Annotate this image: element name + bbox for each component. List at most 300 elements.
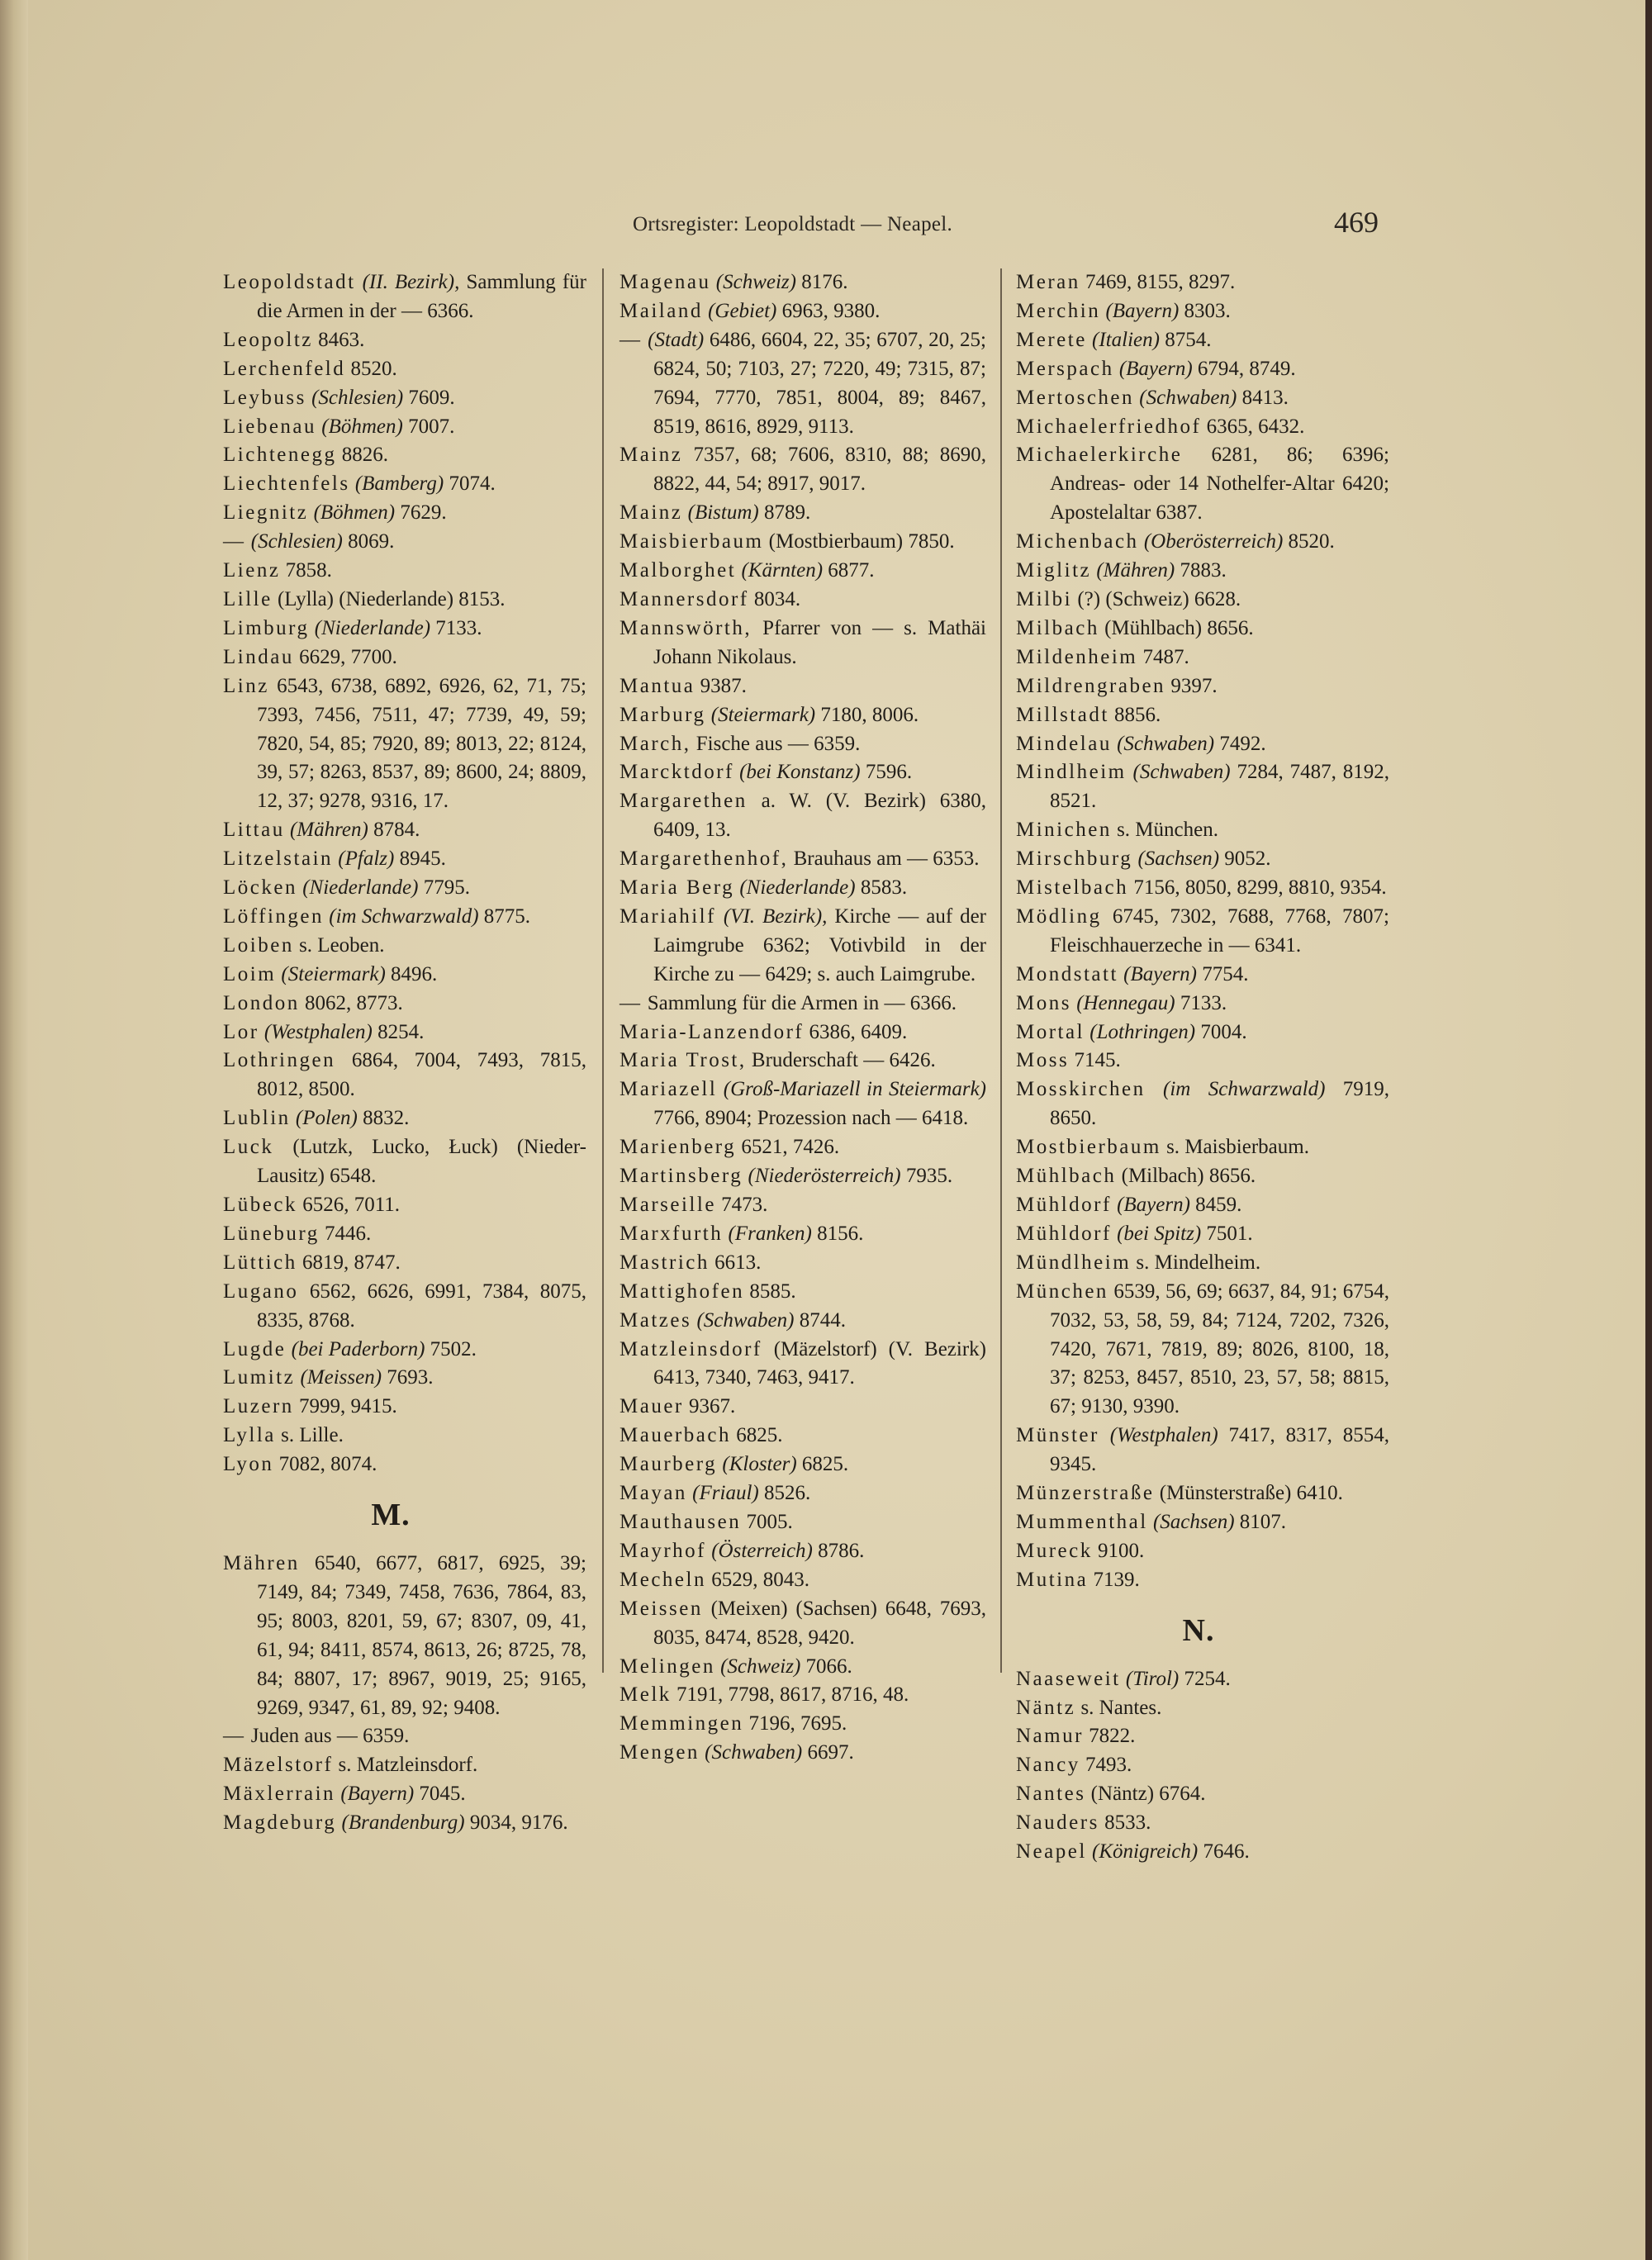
index-entry bbox=[1016, 1694, 1389, 1723]
entry-place-name: Linz bbox=[223, 674, 269, 697]
index-entry bbox=[1016, 557, 1389, 586]
entry-references: 6526, 7011. bbox=[302, 1194, 401, 1216]
running-head: Ortsregister: Leopoldstadt — Neapel. bbox=[633, 213, 953, 235]
section-letter-m: M. bbox=[371, 1498, 411, 1533]
index-entry bbox=[1016, 1479, 1389, 1508]
entry-references: 7492. bbox=[1219, 732, 1266, 755]
entry-place-name: Münster bbox=[1016, 1424, 1099, 1447]
index-entry bbox=[223, 1018, 586, 1047]
entry-references: 8413. bbox=[1241, 386, 1289, 409]
entry-references: Juden aus — 6359. bbox=[250, 1725, 410, 1748]
entry-region: (bei Spitz) bbox=[1117, 1222, 1202, 1245]
entry-references: 8520. bbox=[1288, 530, 1335, 553]
index-entry bbox=[223, 586, 586, 615]
index-entry bbox=[1016, 441, 1389, 528]
entry-references: 8107. bbox=[1239, 1510, 1287, 1533]
entry-place-name: Mödling bbox=[1016, 904, 1102, 928]
index-entry bbox=[223, 845, 586, 874]
index-entry bbox=[223, 1450, 586, 1479]
entry-place-name: Mäxlerrain bbox=[223, 1783, 336, 1806]
entry-references: 8784. bbox=[373, 819, 420, 842]
entry-place-name: Nantes bbox=[1016, 1783, 1086, 1806]
index-entry bbox=[223, 528, 586, 557]
index-entry bbox=[223, 413, 586, 442]
entry-references: 8786. bbox=[818, 1539, 865, 1562]
index-entry bbox=[1016, 1722, 1389, 1751]
entry-place-name: Mayan bbox=[620, 1482, 687, 1505]
index-entry bbox=[1016, 528, 1389, 557]
entry-place-name: Meran bbox=[1016, 271, 1080, 293]
entry-place-name: Mureck bbox=[1016, 1539, 1093, 1562]
entry-place-name: Meissen bbox=[620, 1597, 703, 1620]
index-entry bbox=[223, 1336, 586, 1365]
entry-references: 6629, 7700. bbox=[299, 645, 397, 668]
entry-references: Fische aus — 6359. bbox=[695, 732, 861, 755]
entry-region: (Lothringen) bbox=[1089, 1020, 1196, 1043]
entry-place-name: Mirschburg bbox=[1016, 848, 1133, 871]
index-entry bbox=[223, 1220, 586, 1249]
entry-place-name: Merete bbox=[1016, 328, 1087, 351]
entry-references: 7005. bbox=[746, 1510, 793, 1533]
entry-region: (Niederlande) bbox=[739, 876, 856, 900]
entry-references: 7133. bbox=[435, 616, 482, 639]
entry-references: 8459. bbox=[1195, 1194, 1242, 1216]
index-column-2 bbox=[620, 268, 986, 1768]
entry-place-name: Michenbach bbox=[1016, 530, 1139, 553]
entry-place-name: Lichtenegg bbox=[223, 444, 337, 467]
index-entry bbox=[1016, 961, 1389, 990]
entry-place-name: Luzern bbox=[223, 1395, 294, 1418]
index-entry bbox=[223, 355, 586, 384]
entry-place-name: Michaelerfriedhof bbox=[1016, 415, 1202, 438]
entry-references: Kirche — auf der Laimgrube 6362; Votivbild in der Kirche zu — 6429; s. auch Laimgrube. bbox=[653, 904, 986, 985]
index-entry bbox=[1016, 1075, 1389, 1133]
entry-references: 7502. bbox=[430, 1337, 477, 1360]
entry-references: 7646. bbox=[1203, 1840, 1250, 1864]
entry-place-name: Mühlbach bbox=[1016, 1165, 1117, 1188]
entry-references: 7493. bbox=[1085, 1754, 1132, 1777]
entry-region: (Niederlande) bbox=[314, 616, 431, 639]
entry-references: 7180, 8006. bbox=[820, 703, 919, 726]
index-entry bbox=[1016, 268, 1389, 297]
index-entry bbox=[223, 1133, 586, 1191]
entry-place-name: Merspach bbox=[1016, 357, 1114, 380]
entry-place-name: Lüttich bbox=[223, 1251, 297, 1274]
entry-references: (Milbach) 8656. bbox=[1121, 1165, 1256, 1188]
entry-place-name: Millstadt bbox=[1016, 703, 1109, 726]
entry-references: 8583. bbox=[860, 876, 908, 900]
index-entry bbox=[1016, 1665, 1389, 1694]
index-entry bbox=[1016, 1422, 1389, 1479]
index-entry bbox=[223, 557, 586, 586]
index-entry bbox=[620, 990, 986, 1018]
index-entry bbox=[1016, 1018, 1389, 1047]
entry-place-name: — bbox=[223, 530, 246, 553]
entry-references: 7133. bbox=[1180, 991, 1227, 1014]
entry-place-name: Milbach bbox=[1016, 616, 1099, 639]
entry-region: (Groß-Mariazell in Steiermark) bbox=[723, 1078, 987, 1101]
index-entry bbox=[223, 268, 586, 326]
index-entry bbox=[620, 586, 986, 615]
column-divider bbox=[602, 268, 604, 1673]
entry-place-name: Mündlheim bbox=[1016, 1251, 1132, 1274]
entry-references: 8303. bbox=[1184, 299, 1231, 322]
entry-references: 9367. bbox=[689, 1395, 736, 1418]
index-entry bbox=[620, 528, 986, 557]
entry-place-name: Mantua bbox=[620, 674, 695, 697]
entry-references: 7357, 68; 7606, 8310, 88; 8690, 8822, 44, 54; 8917, 9017. bbox=[653, 444, 986, 496]
entry-region: (Franken) bbox=[728, 1222, 812, 1245]
entry-references: 8832. bbox=[363, 1107, 410, 1130]
index-entry bbox=[620, 1393, 986, 1422]
entry-place-name: Mariazell bbox=[620, 1078, 718, 1101]
entry-place-name: Maisbierbaum bbox=[620, 530, 764, 553]
entry-region: (Stadt) bbox=[648, 328, 705, 351]
index-entry bbox=[620, 1278, 986, 1307]
entry-place-name: Marburg bbox=[620, 703, 706, 726]
index-entry bbox=[223, 672, 586, 817]
entry-place-name: Loiben bbox=[223, 933, 294, 957]
index-entry bbox=[223, 1278, 586, 1336]
entry-references: 6365, 6432. bbox=[1206, 415, 1305, 438]
entry-place-name: Malborghet bbox=[620, 559, 737, 582]
entry-references: 6540, 6677, 6817, 6925, 39; 7149, 84; 7349, 7458, 7636, 7864, 83, 95; 8003, 8201, 59, 67; 8307, 09, 41, 61, 94; 8411, 8574, 8613, 26; 8725, 78, 84; 8807, 17; 8967, 9019, 25; 9165, 9269, 9347, 61, 89, 92; 9408. bbox=[257, 1551, 586, 1719]
entry-place-name: Melk bbox=[620, 1683, 672, 1707]
entry-references: 6562, 6626, 6991, 7384, 8075, 8335, 8768. bbox=[257, 1280, 587, 1332]
entry-references: 7284, 7487, 8192, 8521. bbox=[1050, 761, 1390, 813]
entry-place-name: Luck bbox=[223, 1136, 274, 1159]
entry-place-name: Martinsberg bbox=[620, 1165, 743, 1188]
entry-region: (Bayern) bbox=[1123, 962, 1197, 985]
entry-references: 6877. bbox=[828, 559, 875, 582]
entry-references: 8062, 8773. bbox=[305, 991, 403, 1014]
entry-place-name: Mildrengraben bbox=[1016, 674, 1166, 697]
entry-place-name: Memmingen bbox=[620, 1712, 744, 1735]
entry-references: 7004. bbox=[1200, 1020, 1247, 1043]
entry-references: 8254. bbox=[377, 1020, 425, 1043]
entry-references: 6521, 7426. bbox=[741, 1136, 840, 1159]
entry-place-name: Matzleinsdorf bbox=[620, 1337, 762, 1360]
entry-place-name: Lübeck bbox=[223, 1194, 297, 1216]
entry-place-name: Mutina bbox=[1016, 1568, 1089, 1591]
entry-references: 7596. bbox=[865, 761, 913, 784]
entry-region: (Böhmen) bbox=[313, 501, 396, 525]
index-entry bbox=[620, 672, 986, 701]
entry-references: 7156, 8050, 8299, 8810, 9354. bbox=[1133, 876, 1387, 900]
index-entry bbox=[1016, 326, 1389, 355]
entry-references: 7417, 8317, 8554, 9345. bbox=[1050, 1424, 1390, 1476]
index-entry bbox=[1016, 643, 1389, 672]
entry-place-name: Lerchenfeld bbox=[223, 357, 346, 380]
entry-references: 8533. bbox=[1104, 1811, 1151, 1835]
entry-place-name: Mindlheim bbox=[1016, 761, 1127, 784]
index-entry bbox=[620, 845, 986, 874]
entry-place-name: Mosskirchen bbox=[1016, 1078, 1146, 1101]
entry-references: 7045. bbox=[419, 1783, 466, 1806]
entry-place-name: Mainz bbox=[620, 501, 683, 525]
entry-references: 7473. bbox=[721, 1194, 768, 1216]
entry-place-name: Mühldorf bbox=[1016, 1222, 1112, 1245]
entry-place-name: Mayrhof bbox=[620, 1539, 706, 1562]
entry-place-name: Mannswörth, bbox=[620, 616, 752, 639]
entry-region: (Bistum) bbox=[687, 501, 759, 525]
entry-region: (Steiermark) bbox=[710, 703, 816, 726]
entry-region: (Königreich) bbox=[1092, 1840, 1199, 1864]
entry-place-name: Löffingen bbox=[223, 904, 325, 928]
entry-place-name: Näntz bbox=[1016, 1696, 1076, 1719]
index-entry bbox=[223, 1751, 586, 1780]
entry-references: 7754. bbox=[1202, 962, 1249, 985]
index-entry bbox=[620, 441, 986, 499]
entry-place-name: Litzelstain bbox=[223, 848, 334, 871]
entry-place-name: Liebenau bbox=[223, 415, 317, 438]
entry-place-name: Lylla bbox=[223, 1424, 276, 1447]
entry-region: (Schlesien) bbox=[250, 530, 343, 553]
entry-references: 7858. bbox=[285, 559, 332, 582]
index-entry bbox=[1016, 1809, 1389, 1838]
entry-references: 8069. bbox=[348, 530, 395, 553]
entry-place-name: Lothringen bbox=[223, 1049, 336, 1072]
index-entry bbox=[223, 1191, 586, 1220]
entry-references: 6529, 8043. bbox=[711, 1568, 809, 1591]
index-column-1 bbox=[223, 268, 586, 1838]
index-entry bbox=[223, 384, 586, 413]
index-entry bbox=[1016, 1191, 1389, 1220]
index-entry bbox=[1016, 384, 1389, 413]
index-entry bbox=[620, 758, 986, 787]
entry-place-name: Lienz bbox=[223, 559, 281, 582]
entry-region: (Niederlande) bbox=[302, 876, 419, 900]
entry-references: 8520. bbox=[350, 357, 397, 380]
entry-references: Sammlung für die Armen in der — 6366. bbox=[257, 271, 586, 322]
index-entry bbox=[1016, 1047, 1389, 1075]
index-entry bbox=[620, 1191, 986, 1220]
entry-place-name: Mildenheim bbox=[1016, 645, 1138, 668]
entry-references: 7609. bbox=[408, 386, 455, 409]
entry-place-name: — bbox=[620, 991, 643, 1014]
entry-place-name: Marseille bbox=[620, 1194, 716, 1216]
index-entry bbox=[1016, 355, 1389, 384]
entry-references: 9034, 9176. bbox=[469, 1811, 568, 1835]
entry-place-name: Mortal bbox=[1016, 1020, 1085, 1043]
entry-references: 6281, 86; 6396; Andreas- oder 14 Nothelfer-Altar 6420; Apostelaltar 6387. bbox=[1050, 444, 1389, 525]
index-entry bbox=[620, 1047, 986, 1075]
entry-place-name: Naaseweit bbox=[1016, 1667, 1121, 1690]
entry-place-name: Magenau bbox=[620, 271, 711, 293]
entry-region: (Schwaben) bbox=[696, 1308, 795, 1332]
entry-references: (Lutzk, Lucko, Łuck) (Nieder-Lausitz) 6548. bbox=[257, 1136, 586, 1188]
entry-place-name: Marcktdorf bbox=[620, 761, 734, 784]
entry-references: 7469, 8155, 8297. bbox=[1085, 271, 1236, 293]
entry-region: (Gebiet) bbox=[708, 299, 777, 322]
entry-references: (Münsterstraße) 6410. bbox=[1159, 1482, 1343, 1505]
entry-references: 7693. bbox=[387, 1366, 434, 1389]
entry-references: 7254. bbox=[1184, 1667, 1231, 1690]
entry-region: (bei Paderborn) bbox=[291, 1337, 425, 1360]
entry-place-name: Mattighofen bbox=[620, 1280, 745, 1303]
entry-region: (Schweiz) bbox=[720, 1655, 801, 1678]
entry-references: 6819, 8747. bbox=[301, 1251, 401, 1274]
entry-place-name: Mengen bbox=[620, 1741, 700, 1764]
entry-references: 8463. bbox=[318, 328, 365, 351]
index-entry bbox=[1016, 586, 1389, 615]
entry-region: (Schwaben) bbox=[1132, 761, 1231, 784]
entry-region: (Österreich) bbox=[711, 1539, 813, 1562]
entry-place-name: Margarethenhof, bbox=[620, 848, 789, 871]
entry-place-name: London bbox=[223, 991, 300, 1014]
index-entry bbox=[620, 1249, 986, 1278]
index-entry bbox=[620, 1075, 986, 1133]
entry-place-name: Matzes bbox=[620, 1308, 692, 1332]
index-entry bbox=[620, 1566, 986, 1595]
entry-region: (Polen) bbox=[295, 1107, 358, 1130]
entry-region: (Schwaben) bbox=[705, 1741, 803, 1764]
entry-place-name: Mauerbach bbox=[620, 1424, 731, 1447]
entry-references: a. W. (V. Bezirk) 6380, 6409, 13. bbox=[653, 790, 987, 842]
entry-references: 7822. bbox=[1089, 1725, 1136, 1748]
entry-references: Bruderschaft — 6426. bbox=[751, 1049, 936, 1072]
entry-references: 8034. bbox=[753, 587, 801, 610]
entry-references: 8945. bbox=[399, 848, 446, 871]
entry-references: 8754. bbox=[1165, 328, 1212, 351]
entry-references: (Lylla) (Niederlande) 8153. bbox=[277, 587, 506, 610]
entry-region: (Schlesien) bbox=[311, 386, 404, 409]
index-entry bbox=[620, 1479, 986, 1508]
entry-region: (Bayern) bbox=[340, 1783, 415, 1806]
entry-place-name: Lugano bbox=[223, 1280, 299, 1303]
entry-place-name: Leopoltz bbox=[223, 328, 313, 351]
index-entry bbox=[620, 787, 986, 845]
entry-place-name: Maria Berg bbox=[620, 876, 735, 900]
index-entry bbox=[223, 1550, 586, 1722]
entry-references: s. Mindelheim. bbox=[1136, 1251, 1261, 1274]
entry-references: 7082, 8074. bbox=[278, 1453, 377, 1476]
entry-place-name: Leybuss bbox=[223, 386, 306, 409]
entry-references: (?) (Schweiz) 6628. bbox=[1077, 587, 1241, 610]
entry-place-name: Namur bbox=[1016, 1725, 1084, 1748]
index-entry bbox=[223, 326, 586, 355]
entry-region: (Schweiz) bbox=[715, 271, 796, 293]
entry-place-name: Leopoldstadt bbox=[223, 271, 356, 293]
index-entry bbox=[1016, 1751, 1389, 1780]
entry-references: 7629. bbox=[400, 501, 447, 525]
entry-place-name: München bbox=[1016, 1280, 1108, 1303]
entry-references: 8156. bbox=[817, 1222, 864, 1245]
entry-references: (Mostbierbaum) 7850. bbox=[768, 530, 955, 553]
index-entry bbox=[620, 1450, 986, 1479]
entry-references: 6825. bbox=[801, 1453, 849, 1476]
entry-place-name: Lublin bbox=[223, 1107, 291, 1130]
index-entry bbox=[223, 470, 586, 499]
entry-region: (Brandenburg) bbox=[341, 1811, 465, 1835]
index-entry bbox=[223, 1393, 586, 1422]
entry-references: 7191, 7798, 8617, 8716, 48. bbox=[676, 1683, 909, 1707]
entry-place-name: Löcken bbox=[223, 876, 297, 900]
entry-place-name: Mauer bbox=[620, 1395, 684, 1418]
index-entry bbox=[223, 903, 586, 932]
entry-place-name: Maria Trost, bbox=[620, 1049, 747, 1072]
entry-references: 7145. bbox=[1074, 1049, 1121, 1072]
index-entry bbox=[620, 1133, 986, 1162]
index-entry bbox=[1016, 1780, 1389, 1809]
entry-references: 6794, 8749. bbox=[1197, 357, 1296, 380]
index-entry bbox=[223, 1722, 586, 1751]
entry-references: 7766, 8904; Prozession nach — 6418. bbox=[653, 1107, 969, 1130]
entry-references: 8744. bbox=[799, 1308, 846, 1332]
entry-references: 7487. bbox=[1142, 645, 1189, 668]
entry-references: 8585. bbox=[749, 1280, 796, 1303]
entry-references: 7883. bbox=[1180, 559, 1227, 582]
index-entry bbox=[223, 1422, 586, 1450]
entry-references: 6543, 6738, 6892, 6926, 62, 71, 75; 7393, 7456, 7511, 47; 7739, 49, 59; 7820, 54, 85; 7920, 89; 8013, 22; 8124, 39, 57; 8263, 8537, 89; 8600, 24; 8809, 12, 37; 9278, 9316, 17. bbox=[257, 674, 586, 813]
entry-place-name: Mons bbox=[1016, 991, 1071, 1014]
entry-references: 8826. bbox=[341, 444, 388, 467]
entry-region: (Oberösterreich) bbox=[1143, 530, 1284, 553]
entry-references: 8176. bbox=[801, 271, 848, 293]
entry-place-name: Loim bbox=[223, 962, 277, 985]
column-divider bbox=[1000, 268, 1002, 1673]
entry-references: s. Lille. bbox=[281, 1424, 344, 1447]
entry-region: (im Schwarzwald) bbox=[329, 904, 479, 928]
entry-references: 7007. bbox=[408, 415, 455, 438]
entry-place-name: Melingen bbox=[620, 1655, 715, 1678]
entry-references: 9397. bbox=[1170, 674, 1218, 697]
entry-place-name: Mostbierbaum bbox=[1016, 1136, 1161, 1159]
entry-region: (Tirol) bbox=[1125, 1667, 1180, 1690]
entry-place-name: Mecheln bbox=[620, 1568, 706, 1591]
index-entry bbox=[1016, 903, 1389, 961]
entry-place-name: Limburg bbox=[223, 616, 310, 639]
index-entry bbox=[620, 1739, 986, 1768]
entry-references: Brauhaus am — 6353. bbox=[793, 848, 980, 871]
entry-references: 7999, 9415. bbox=[299, 1395, 397, 1418]
entry-place-name: Merchin bbox=[1016, 299, 1101, 322]
index-entry bbox=[223, 961, 586, 990]
entry-place-name: Lüneburg bbox=[223, 1222, 320, 1245]
entry-place-name: Nancy bbox=[1016, 1754, 1080, 1777]
page-number: 469 bbox=[1334, 206, 1379, 239]
index-entry bbox=[223, 1809, 586, 1838]
entry-references: 7919, 8650. bbox=[1050, 1078, 1390, 1130]
entry-place-name: Mäzelstorf bbox=[223, 1754, 334, 1777]
entry-region: (Sachsen) bbox=[1152, 1510, 1235, 1533]
entry-references: s. Leoben. bbox=[299, 933, 385, 957]
entry-region: (Pfalz) bbox=[338, 848, 395, 871]
entry-references: (Meixen) (Sachsen) 6648, 7693, 8035, 8474, 8528, 9420. bbox=[653, 1597, 987, 1649]
index-entry bbox=[223, 1364, 586, 1393]
entry-place-name: Marxfurth bbox=[620, 1222, 724, 1245]
entry-references: 9387. bbox=[700, 674, 747, 697]
index-entry bbox=[1016, 413, 1389, 442]
entry-references: (Näntz) 6764. bbox=[1090, 1783, 1206, 1806]
entry-place-name: Lumitz bbox=[223, 1366, 296, 1389]
entry-region: (Steiermark) bbox=[281, 962, 386, 985]
entry-references: s. Maisbierbaum. bbox=[1166, 1136, 1309, 1159]
entry-place-name: Mariahilf bbox=[620, 904, 716, 928]
entry-place-name: Liechtenfels bbox=[223, 472, 350, 496]
entry-place-name: Nauders bbox=[1016, 1811, 1099, 1835]
index-entry bbox=[1016, 1249, 1389, 1278]
index-entry bbox=[620, 557, 986, 586]
index-entry bbox=[223, 1104, 586, 1133]
index-entry bbox=[620, 1710, 986, 1739]
entry-place-name: Mailand bbox=[620, 299, 703, 322]
index-entry bbox=[223, 1249, 586, 1278]
entry-place-name: Michaelerkirche bbox=[1016, 444, 1183, 467]
index-entry bbox=[1016, 672, 1389, 701]
entry-references: 6539, 56, 69; 6637, 84, 91; 6754, 7032, 53, 58, 59, 84; 7124, 7202, 7326, 7420, 7671, 7819, 89; 8026, 8100, 18, 37; 8253, 8457, 8510, 23, 57, 58; 8815, 67; 9130, 9390. bbox=[1050, 1280, 1389, 1418]
entry-region: (Bamberg) bbox=[354, 472, 444, 496]
